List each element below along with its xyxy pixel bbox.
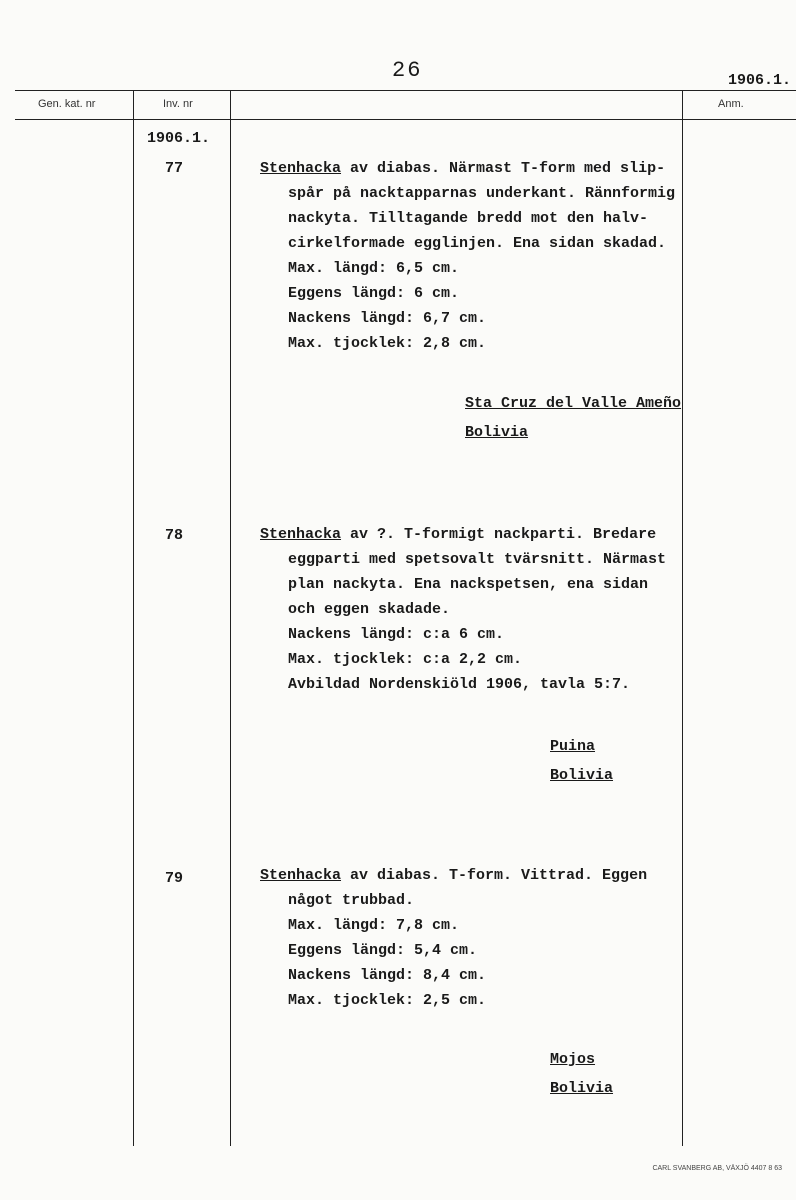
description-line: Stenhacka av diabas. Närmast T-form med slip- [260,160,666,177]
inventory-number: 77 [165,160,184,177]
location-place: Mojos [550,1051,596,1068]
description-line: eggparti med spetsovalt tvärsnitt. Närmast [288,551,667,568]
description-line: nackyta. Tilltagande bredd mot den halv- [288,210,649,227]
measurement-line: Nackens längd: c:a 6 cm. [288,626,505,643]
description-line: plan nackyta. Ena nackspetsen, ena sidan [288,576,649,593]
entry-description [260,863,700,1013]
find-location [465,389,681,447]
column-divider-inv-desc [230,90,231,1146]
object-type: Stenhacka [260,867,342,884]
description-line: Stenhacka av diabas. T-form. Vittrad. Eggen [260,867,648,884]
inventory-number: 79 [165,870,184,887]
column-header-inv-nr: Inv. nr [163,98,193,110]
measurement-line: Max. tjocklek: c:a 2,2 cm. [288,651,523,668]
column-divider-gen-inv [133,90,134,1146]
entry-description [260,156,700,356]
measurement-line: Nackens längd: 8,4 cm. [288,967,487,984]
catalog-series-ref: 1906.1. [728,72,792,89]
series-label: 1906.1. [147,130,211,147]
measurement-line: Max. tjocklek: 2,8 cm. [288,335,487,352]
measurement-line: Eggens längd: 5,4 cm. [288,942,478,959]
find-location [550,1045,613,1103]
measurement-line: Max. längd: 6,5 cm. [288,260,460,277]
printer-footer-note: CARL SVANBERG AB, VÄXJÖ 4407 8 63 [652,1165,782,1172]
description-line: spår på nacktapparnas underkant. Rännformig [288,185,676,202]
entry-description [260,522,700,697]
location-place: Sta Cruz del Valle Ameño [465,395,682,412]
column-header-anm: Anm. [718,98,744,110]
reference-line: Avbildad Nordenskiöld 1906, tavla 5:7. [288,676,631,693]
location-country: Bolivia [550,1080,614,1097]
inventory-number: 78 [165,527,184,544]
column-header-gen-kat-nr: Gen. kat. nr [38,98,96,110]
measurement-line: Max. tjocklek: 2,5 cm. [288,992,487,1009]
page-number: 26 [392,58,423,83]
object-type: Stenhacka [260,526,342,543]
description-line: cirkelformade egglinjen. Ena sidan skadad. [288,235,667,252]
find-location [550,732,613,790]
measurement-line: Eggens längd: 6 cm. [288,285,460,302]
description-line: och eggen skadade. [288,601,451,618]
object-type: Stenhacka [260,160,342,177]
description-line: Stenhacka av ?. T-formigt nackparti. Bredare [260,526,657,543]
location-country: Bolivia [465,424,529,441]
measurement-line: Nackens längd: 6,7 cm. [288,310,487,327]
measurement-line: Max. längd: 7,8 cm. [288,917,460,934]
description-line: något trubbad. [288,892,415,909]
location-place: Puina [550,738,596,755]
location-country: Bolivia [550,767,614,784]
